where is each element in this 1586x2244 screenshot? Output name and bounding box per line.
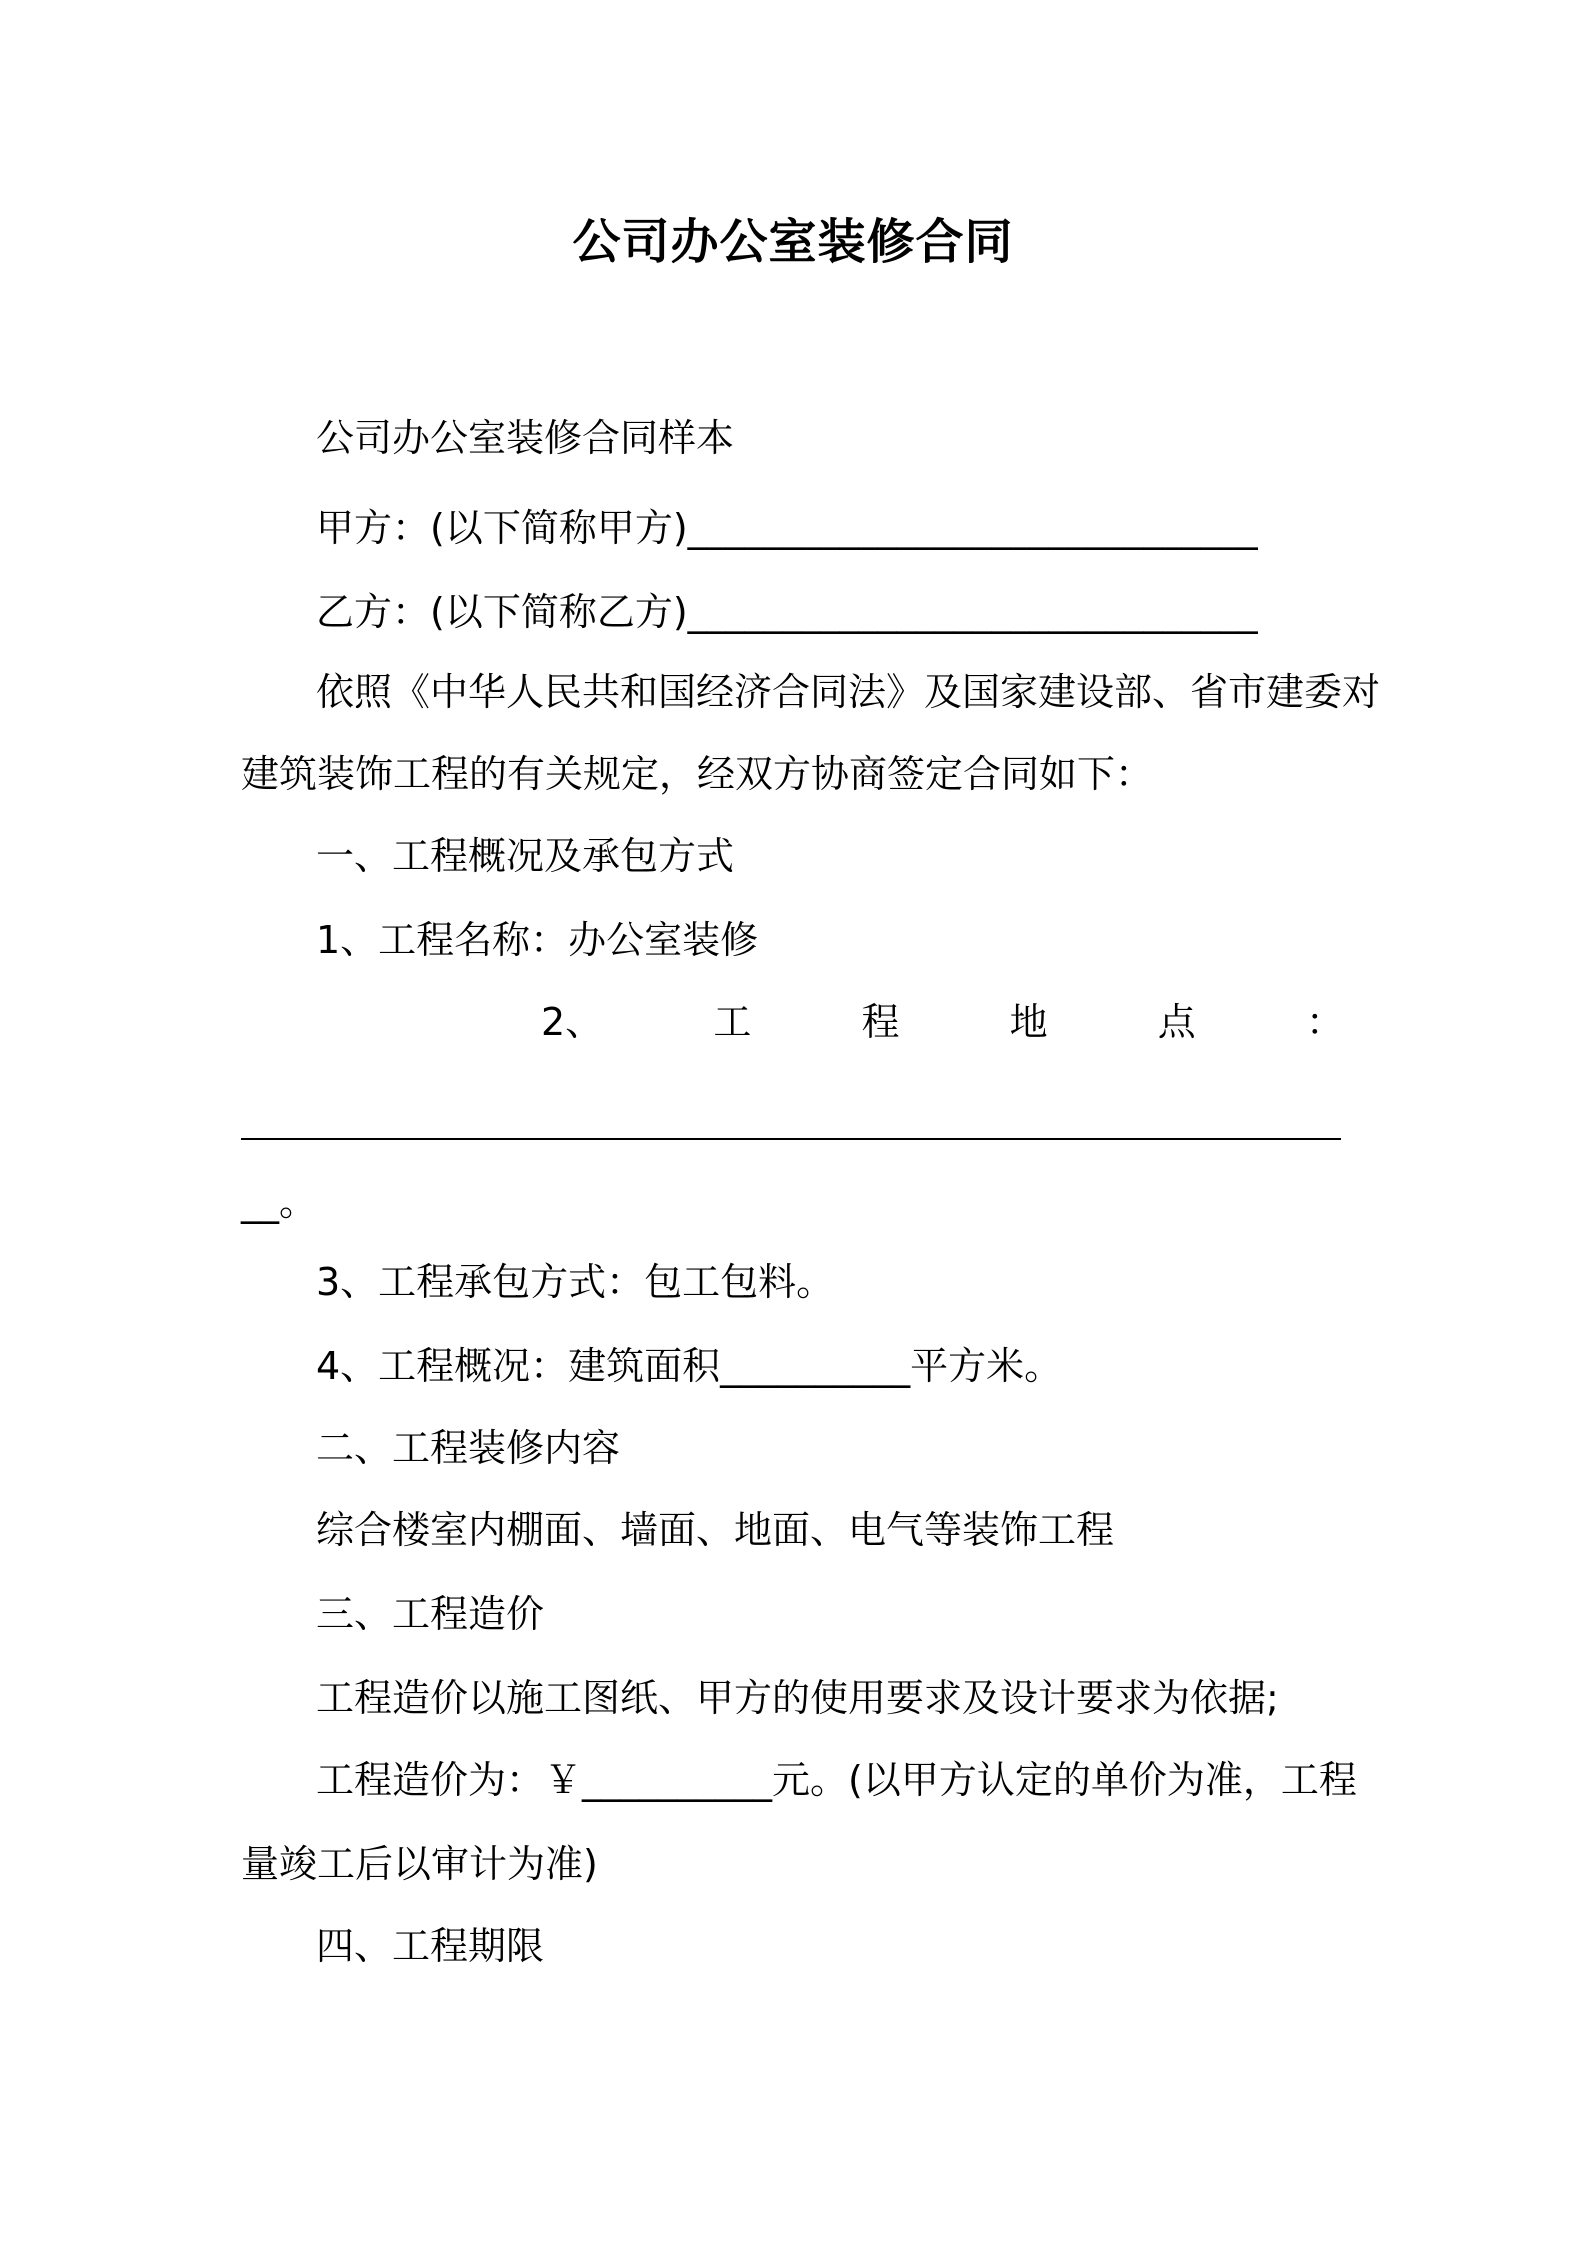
section-heading-3: 三、工程造价 [316,1592,545,1636]
item-project-overview: 4、工程概况：建筑面积__________平方米。 [316,1344,1063,1388]
party-a-line: 甲方：(以下简称甲方)______________________________ [316,506,1258,550]
location-char: 工 [713,1000,752,1044]
preamble-line-2: 建筑装饰工程的有关规定，经双方协商签定合同如下： [241,752,1154,796]
section-heading-1: 一、工程概况及承包方式 [316,834,735,878]
scope-of-work: 综合楼室内棚面、墙面、地面、电气等装饰工程 [316,1508,1115,1552]
cost-basis: 工程造价以施工图纸、甲方的使用要求及设计要求为依据; [316,1676,1279,1720]
location-char: 点 [1157,1000,1196,1044]
location-char: 程 [861,1000,900,1044]
section-heading-4: 四、工程期限 [316,1924,545,1968]
item-project-location [241,996,1344,1048]
section-heading-2: 二、工程装修内容 [316,1426,621,1470]
preamble-line-1: 依照《中华人民共和国经济合同法》及国家建设部、省市建委对 [316,670,1381,714]
item-project-name: 1、工程名称：办公室装修 [316,918,759,962]
document-title: 公司办公室装修合同 [572,214,1014,270]
item-contract-method: 3、工程承包方式：包工包料。 [316,1260,835,1304]
cost-line-2: 量竣工后以审计为准) [241,1842,598,1886]
location-char: ： [1305,1000,1344,1044]
location-blank-tail: __。 [241,1180,318,1224]
location-blank-line [241,1138,1341,1140]
location-char: 地 [1009,1000,1048,1044]
party-b-line: 乙方：(以下简称乙方)______________________________ [316,590,1258,634]
cost-line-1: 工程造价为：￥__________元。(以甲方认定的单价为准，工程 [316,1758,1357,1802]
location-char: 2、 [541,1000,604,1044]
document-subtitle: 公司办公室装修合同样本 [316,416,735,460]
